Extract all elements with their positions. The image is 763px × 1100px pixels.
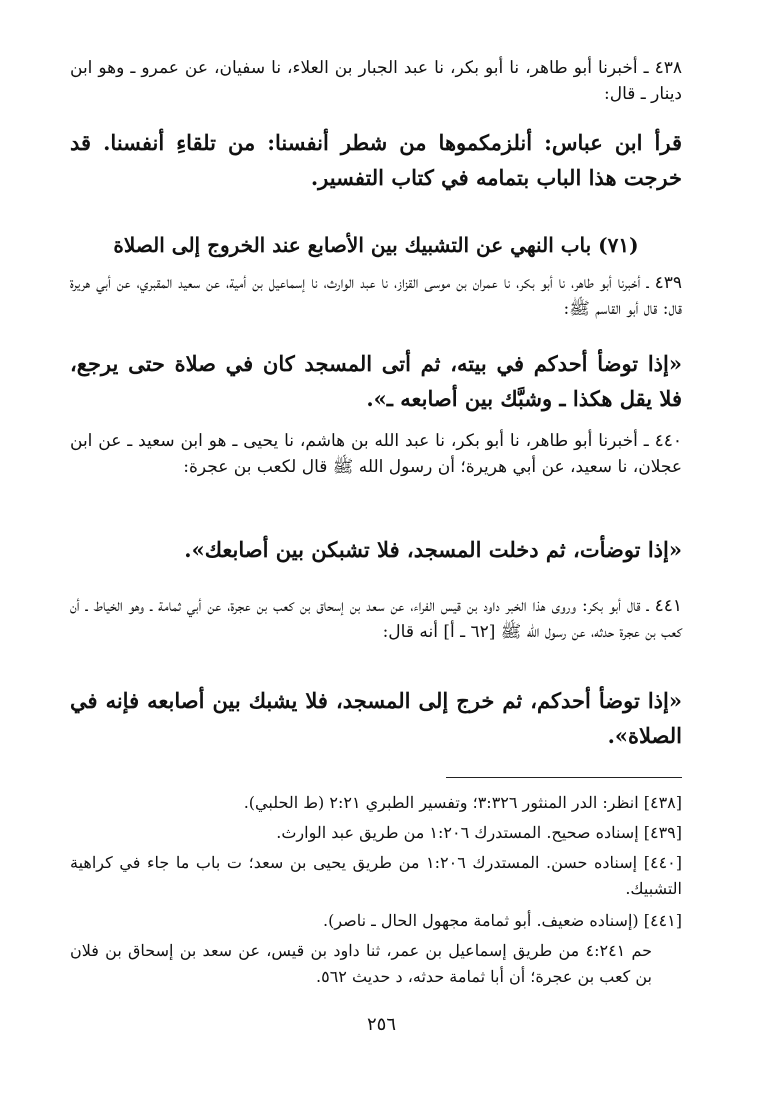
hadith-439-isnad: ٤٣٩ ـ أخبرنا أبو طاهر، نا أبو بكر، نا عمران بن موسى القزاز، نا عبد الوارث، نا إسماعيل بن أمية، عن سعيد المقبري، عن أبي هريرة قال: قال أبو القاسم ﷺ: bbox=[70, 273, 682, 319]
chapter-71-heading: (٧١) باب النهي عن التشبيك بين الأصابع عند الخروج إلى الصلاة bbox=[113, 233, 639, 257]
hadith-439-text: «إذا توضأ أحدكم في بيته، ثم أتى المسجد كان في صلاة حتى يرجع، فلا يقل هكذا ـ وشبَّك بين أصابعه ـ». bbox=[70, 351, 682, 411]
hadith-441-text: «إذا توضأ أحدكم، ثم خرج إلى المسجد، فلا يشبك بين أصابعه فإنه في الصلاة». bbox=[70, 688, 682, 748]
footnote-441-continued: حم ٤:٢٤١ من طريق إسماعيل بن عمر، ثنا داود بن قيس، عن سعد بن إسحاق بن فلان بن كعب بن عجرة؛ أن أبا ثمامة حدثه، د حديث ٥٦٢. bbox=[70, 941, 653, 986]
footnote-separator bbox=[446, 777, 682, 778]
footnote-440: [٤٤٠] إسناده حسن. المستدرك ١:٢٠٦ من طريق يحيى بن سعد؛ ت باب ما جاء في كراهية التشبيك. bbox=[70, 853, 683, 898]
footnote-438: [٤٣٨] انظر: الدر المنثور ٣:٣٢٦؛ وتفسير الطبري ٢:٢١ (ط الحلبي). bbox=[243, 793, 682, 812]
hadith-441-isnad: ٤٤١ ـ قال أبو بكر: وروى هذا الخبر داود بن قيس الفراء، عن سعد بن إسحاق بن كعب بن عجرة، عن أبي ثمامة ـ وهو الخياط ـ أن كعب بن عجرة حدثه، عن رسول الله ﷺ [٦٢ ـ أ] أنه قال: bbox=[70, 596, 682, 642]
hadith-438-isnad: ٤٣٨ ـ أخبرنا أبو طاهر، نا أبو بكر، نا عبد الجبار بن العلاء، نا سفيان، عن عمرو ـ وهو ابن دينار ـ قال: bbox=[70, 58, 682, 104]
footnote-441: [٤٤١] (إسناده ضعيف. أبو ثمامة مجهول الحال ـ ناصر). bbox=[322, 911, 682, 930]
page-number: ٢٥٦ bbox=[366, 1014, 396, 1035]
hadith-440-isnad: ٤٤٠ ـ أخبرنا أبو طاهر، نا أبو بكر، نا عبد الله بن هاشم، نا يحيى ـ هو ابن سعيد ـ عن ابن عجلان، نا سعيد، عن أبي هريرة؛ أن رسول الله ﷺ قال لكعب بن عجرة: bbox=[70, 431, 682, 477]
footnote-439: [٤٣٩] إسناده صحيح. المستدرك ١:٢٠٦ من طريق عبد الوارث. bbox=[276, 823, 682, 842]
hadith-440-text: «إذا توضأت، ثم دخلت المسجد، فلا تشبكن بين أصابعك». bbox=[184, 537, 682, 562]
hadith-438-text: قرأ ابن عباس: أنلزمكموها من شطر أنفسنا: من تلقاءِ أنفسنا. قد خرجت هذا الباب بتمامه في كتاب التفسير. bbox=[70, 130, 682, 190]
